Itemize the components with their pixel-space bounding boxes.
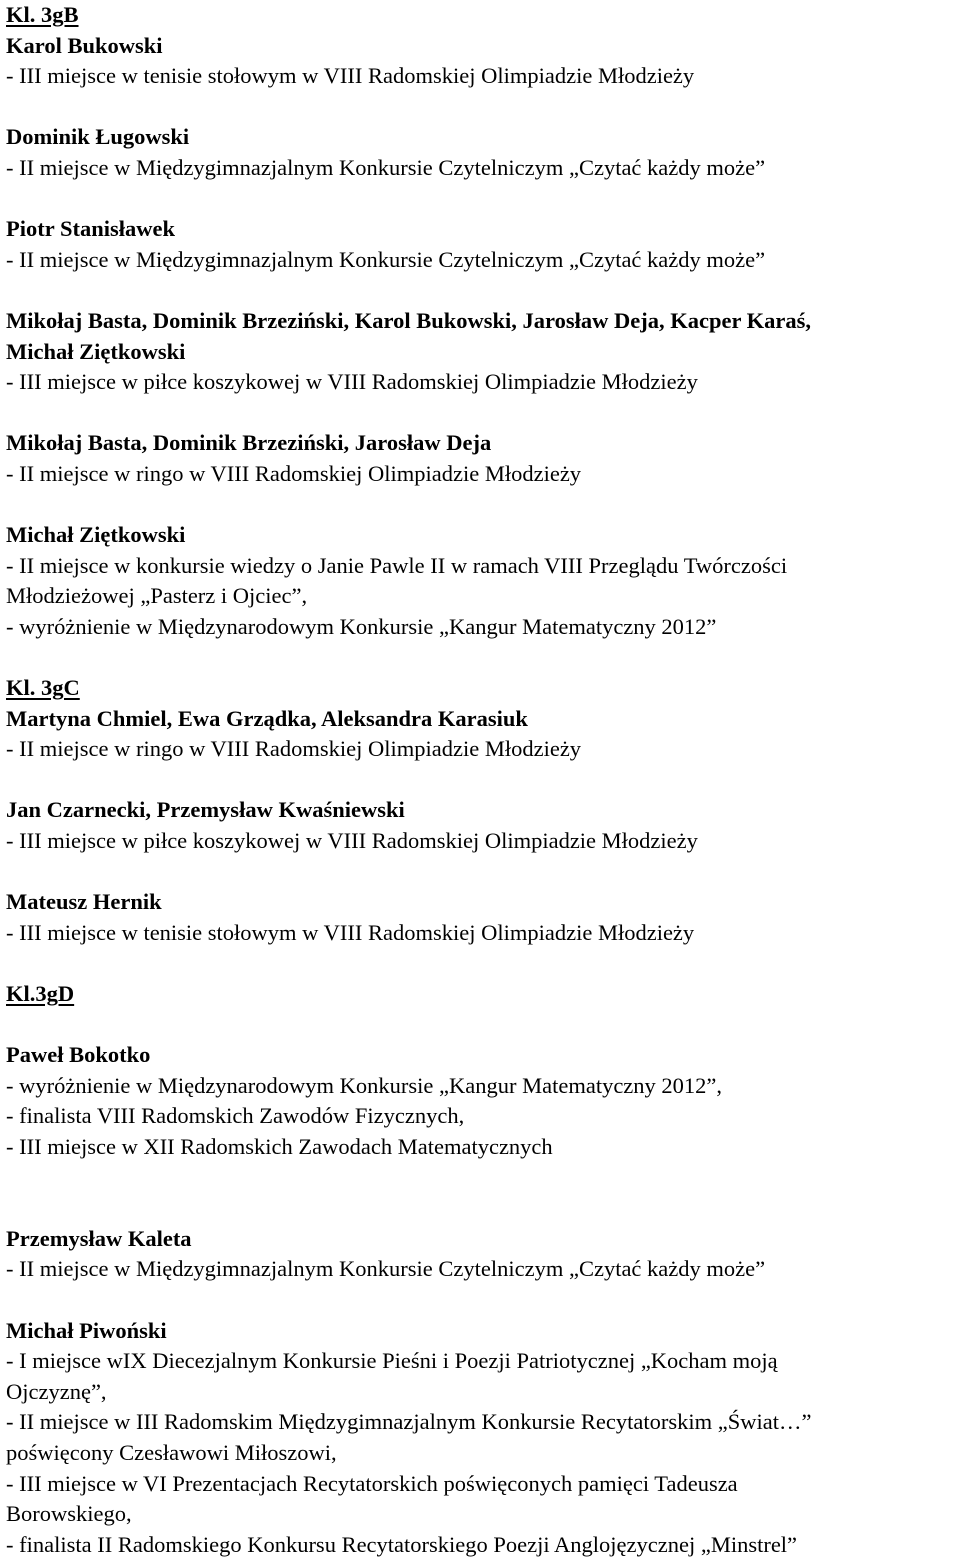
- blank-line: [6, 275, 960, 306]
- blank-line: [6, 1285, 960, 1316]
- student-names: Dominik Ługowski: [6, 124, 190, 150]
- achievement-line: - wyróżnienie w Międzynarodowym Konkursie „Kangur Matematyczny 2012”,: [6, 1072, 723, 1098]
- blank-line: [6, 642, 960, 673]
- achievement-line: - II miejsce w Międzygimnazjalnym Konkursie Czytelniczym „Czytać każdy może”: [6, 246, 766, 272]
- achievement-line: - III miejsce w piłce koszykowej w VIII Radomskiej Olimpiadzie Młodzieży: [6, 369, 698, 395]
- student-names: Karol Bukowski: [6, 32, 163, 58]
- achievement-line: - I miejsce wIX Diecezjalnym Konkursie Pieśni i Poezji Patriotycznej „Kocham moją: [6, 1348, 778, 1374]
- achievement-line: - finalista II Radomskiego Konkursu Recytatorskiego Poezji Anglojęzycznej „Minstrel”: [6, 1531, 798, 1557]
- class-heading: Kl. 3gB: [6, 2, 79, 27]
- blank-line: [6, 184, 960, 215]
- achievement-line: Młodzieżowej „Pasterz i Ojciec”,: [6, 583, 308, 609]
- achievement-line: - wyróżnienie w Międzynarodowym Konkursie „Kangur Matematyczny 2012”: [6, 613, 717, 639]
- achievement-line: - III miejsce w piłce koszykowej w VIII Radomskiej Olimpiadzie Młodzieży: [6, 828, 698, 854]
- student-names: Przemysław Kaleta: [6, 1225, 192, 1251]
- student-names: Martyna Chmiel, Ewa Grządka, Aleksandra Karasiuk: [6, 705, 528, 731]
- blank-line: [6, 490, 960, 521]
- achievement-line: - II miejsce w konkursie wiedzy o Janie Pawle II w ramach VIII Przeglądu Twórczości: [6, 552, 788, 578]
- blank-line: [6, 1163, 960, 1194]
- student-names: Michał Ziętkowski: [6, 338, 186, 364]
- class-heading: Kl. 3gC: [6, 675, 80, 701]
- achievement-line: - III miejsce w tenisie stołowym w VIII Radomskiej Olimpiadzie Młodzieży: [6, 63, 695, 89]
- student-names: Jan Czarnecki, Przemysław Kwaśniewski: [6, 797, 405, 823]
- achievement-line: - III miejsce w tenisie stołowym w VIII Radomskiej Olimpiadzie Młodzieży: [6, 919, 695, 945]
- student-names: Mikołaj Basta, Dominik Brzeziński, Jarosław Deja: [6, 430, 492, 456]
- blank-line: [6, 1010, 960, 1041]
- blank-line: [6, 1193, 960, 1224]
- achievement-line: - II miejsce w Międzygimnazjalnym Konkursie Czytelniczym „Czytać każdy może”: [6, 154, 766, 180]
- student-names: Michał Ziętkowski: [6, 522, 186, 548]
- achievement-line: - III miejsce w VI Prezentacjach Recytatorskich poświęconych pamięci Tadeusza: [6, 1470, 738, 1496]
- student-names: Michał Piwoński: [6, 1317, 167, 1343]
- blank-line: [6, 92, 960, 123]
- achievement-line: - II miejsce w ringo w VIII Radomskiej Olimpiadzie Młodzieży: [6, 736, 582, 762]
- achievement-line: - III miejsce w XII Radomskich Zawodach Matematycznych: [6, 1133, 553, 1159]
- blank-line: [6, 398, 960, 429]
- class-heading: Kl.3gD: [6, 981, 75, 1006]
- achievement-line: - II miejsce w Międzygimnazjalnym Konkursie Czytelniczym „Czytać każdy może”: [6, 1256, 766, 1282]
- blank-line: [6, 857, 960, 888]
- student-names: Mikołaj Basta, Dominik Brzeziński, Karol Bukowski, Jarosław Deja, Kacper Karaś,: [6, 307, 812, 333]
- blank-line: [6, 765, 960, 796]
- achievement-line: - finalista VIII Radomskich Zawodów Fizycznych,: [6, 1103, 465, 1129]
- achievement-line: Borowskiego,: [6, 1501, 132, 1527]
- achievement-line: - II miejsce w III Radomskim Międzygimnazjalnym Konkursie Recytatorskim „Świat…”: [6, 1409, 812, 1435]
- blank-line: [6, 948, 960, 979]
- achievement-line: Ojczyznę”,: [6, 1378, 107, 1404]
- student-names: Piotr Stanisławek: [6, 216, 175, 242]
- achievement-line: poświęcony Czesławowi Miłoszowi,: [6, 1439, 337, 1465]
- achievement-line: - II miejsce w ringo w VIII Radomskiej Olimpiadzie Młodzieży: [6, 460, 582, 486]
- student-names: Mateusz Hernik: [6, 889, 162, 915]
- student-names: Paweł Bokotko: [6, 1042, 151, 1068]
